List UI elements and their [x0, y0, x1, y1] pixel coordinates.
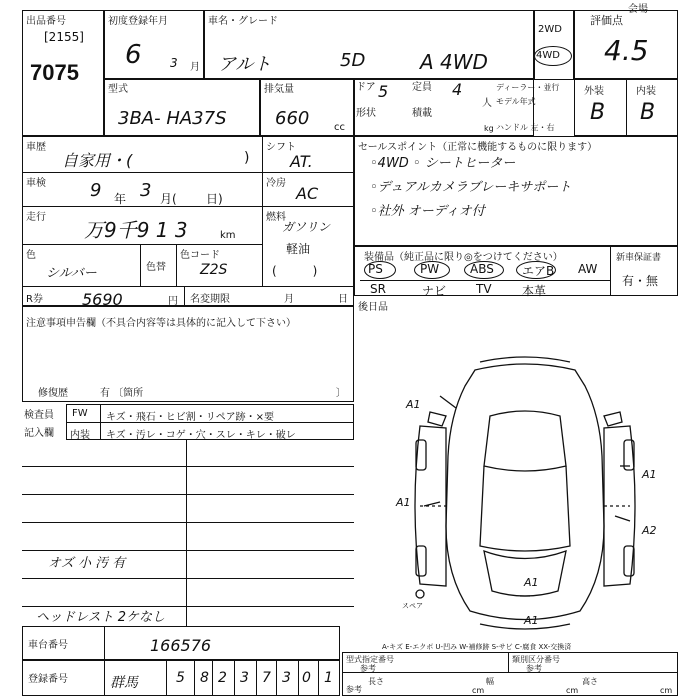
type-class-label: 類別区分番号 — [512, 655, 560, 664]
doors: 5 — [378, 82, 389, 101]
inspector-note-2: ヘッドレスト 2ケなし — [36, 610, 166, 625]
equip-sr: SR — [370, 282, 386, 296]
r-label: R券 — [26, 294, 43, 305]
warranty-label: 新車保証書 — [616, 253, 662, 263]
reg-divider — [104, 660, 105, 696]
history-paren-close: ) — [244, 150, 250, 166]
reg-label: 登録番号 — [28, 674, 68, 685]
doors-grade: 5D — [340, 50, 366, 71]
name-grade-label: 車名・グレード — [208, 16, 278, 27]
reg-digit: 8 — [200, 670, 209, 686]
equipment-label: 装備品（純正品に限り◎をつけてください） — [364, 252, 563, 263]
damage-mark: A1 — [524, 576, 539, 589]
equip-abs-circle — [464, 261, 504, 279]
length-cm: cm — [472, 686, 485, 695]
history-line-3 — [22, 244, 262, 245]
lot-number: 7075 — [30, 60, 79, 85]
day-unit: 日) — [206, 192, 223, 206]
damage-mark: A1 — [396, 496, 411, 509]
model-year-label: モデル年式 — [496, 97, 536, 106]
sales-point-1: ◦4WD ◦ シートヒーター — [370, 156, 516, 171]
reg-cell-divider — [276, 660, 277, 696]
dealer-label: ディーラー・並行 — [496, 83, 560, 92]
inspection-year: 9 — [90, 180, 102, 201]
model-label: 型式 — [108, 84, 128, 95]
fw-text: キズ・飛石・ヒビ割・リペア跡・×要 — [106, 412, 274, 423]
width-label: 幅 — [486, 677, 494, 686]
damage-mark: A2 — [642, 524, 657, 537]
equip-ps-circle — [364, 261, 396, 279]
ac-label: 冷房 — [266, 178, 286, 189]
drive-2wd: 2WD — [538, 24, 562, 35]
shift: AT. — [290, 152, 313, 171]
equip-airbag: エアB — [522, 264, 555, 278]
interior-grade: B — [640, 100, 656, 125]
reg-digit: 1 — [324, 670, 333, 686]
color-code: Z2S — [200, 262, 228, 278]
ruled-line — [22, 466, 354, 467]
exterior-grade: B — [590, 100, 606, 125]
rear-seat-label: 後日品 — [358, 302, 388, 313]
chassis-divider — [104, 626, 105, 660]
color-divider — [140, 244, 141, 286]
damage-mark: A1 — [406, 398, 421, 411]
ext-int-divider — [626, 78, 627, 136]
height-cm: cm — [660, 686, 673, 695]
inspector-note-1: オズ 小 汚 有 — [48, 556, 126, 571]
equip-row-line — [360, 280, 610, 281]
color-change-label: 色替 — [146, 262, 166, 273]
length-label: 長さ — [368, 677, 384, 686]
repair-label: 修復歴 — [38, 388, 68, 399]
reg-digit: 7 — [262, 670, 271, 686]
reg-place: 群馬 — [110, 675, 138, 691]
inspection-label: 車検 — [26, 178, 46, 189]
spare-label: スペア — [402, 602, 423, 610]
reg-cell-divider — [194, 660, 195, 696]
exterior-label: 外装 — [584, 86, 604, 97]
month-unit-2: 月( — [160, 192, 177, 206]
equip-navi: ナビ — [422, 284, 447, 298]
equip-pw-circle — [414, 261, 450, 279]
history-line-2 — [22, 206, 354, 207]
car-damage-diagram — [380, 356, 670, 636]
inspector-divider — [100, 404, 101, 440]
fw-label: FW — [72, 408, 88, 419]
chassis-label: 車台番号 — [28, 640, 68, 651]
reg-cell-divider — [212, 660, 213, 696]
color-divider-2 — [176, 244, 177, 286]
type-approval-ref: 参考 — [360, 664, 376, 673]
reg-digit: 2 — [218, 670, 227, 686]
fuel-label: 燃料 — [266, 212, 286, 223]
spec-mid-line — [342, 672, 678, 673]
first-reg-month: 3 — [170, 56, 178, 70]
history-line-1 — [22, 172, 354, 173]
car-name: アルト — [218, 54, 272, 75]
color: シルバー — [46, 266, 97, 281]
reg-cell-divider — [166, 660, 167, 696]
type-approval-label: 型式指定番号 — [346, 655, 394, 664]
interior-label: 内装 — [636, 86, 656, 97]
damage-mark: A1 — [642, 468, 657, 481]
type-class-ref: 参考 — [526, 664, 542, 673]
score-label: 評価点 — [590, 14, 623, 27]
history-label: 車歴 — [26, 142, 46, 153]
reg-cell-divider — [318, 660, 319, 696]
reg-digit: 3 — [282, 670, 291, 686]
inspection-month: 3 — [140, 180, 152, 201]
first-reg-label: 初度登録年月 — [108, 16, 168, 27]
ruled-line — [22, 522, 354, 523]
capacity-label: 定員 — [412, 82, 432, 93]
equip-aw: AW — [578, 262, 598, 276]
r-value: 5690 — [82, 290, 123, 309]
ruled-vertical — [186, 440, 187, 626]
lot-code: [2155] — [44, 30, 84, 44]
equip-leather: 本革 — [522, 284, 547, 298]
color-code-label: 色コード — [180, 250, 220, 261]
model: 3BA- HA37S — [118, 108, 227, 129]
damage-mark: A1 — [524, 614, 539, 627]
equip-abs: ABS — [470, 262, 494, 276]
equip-ps: PS — [368, 262, 383, 276]
sales-points-label: セールスポイント（正常に機能するものに限ります） — [358, 142, 598, 153]
interior-insp-label: 内装 — [70, 430, 90, 441]
venue-mark: 会場 — [628, 4, 648, 15]
notes-label: 注意事項申告欄（不具合内容等は具体的に記入して下さい） — [26, 318, 296, 329]
history-line-4 — [22, 286, 354, 287]
spec-divider — [508, 652, 509, 672]
interior-insp-text: キズ・汚レ・コゲ・穴・スレ・キレ・破レ — [106, 430, 296, 441]
mileage: 万9千9 1 3 — [84, 218, 188, 242]
km-unit: km — [220, 230, 236, 241]
drive-4wd-circle — [534, 46, 572, 66]
equipment-warranty-divider — [610, 246, 611, 296]
ruled-line — [22, 494, 354, 495]
equip-tv: TV — [476, 282, 492, 296]
title-change-label: 名変期限 — [190, 294, 230, 305]
handle-label: ハンドル 左・右 — [496, 123, 555, 132]
color-label: 色 — [26, 250, 36, 261]
reg-cell-divider — [234, 660, 235, 696]
load-label: 積載 — [412, 108, 432, 119]
r-divider — [184, 286, 185, 306]
fuel-diesel: 軽油 — [286, 242, 311, 256]
year-unit: 年 — [114, 192, 127, 206]
displacement: 660 — [275, 108, 310, 129]
repair-value: 有 〔箇所 — [100, 388, 144, 399]
capacity: 4 — [452, 80, 463, 99]
inspector-label-1: 検査員 — [24, 410, 54, 421]
fuel-gasoline: ガソリン — [282, 220, 331, 234]
score: 4.5 — [604, 34, 649, 67]
ruled-line — [22, 578, 354, 579]
history-value: 自家用・( — [62, 151, 133, 170]
grade: A 4WD — [420, 50, 488, 74]
chassis-number: 166576 — [150, 636, 212, 655]
warranty-value: 有・無 — [622, 274, 659, 288]
sales-point-3: ◦社外 オーディオ付 — [370, 204, 485, 219]
title-day: 日 — [338, 294, 348, 305]
damage-legend: A-キズ E-エクボ U-凹み W-補修跡 S-サビ C-腐食 XX-交換済 — [382, 643, 572, 651]
drive-box — [534, 10, 574, 80]
reg-cell-divider — [256, 660, 257, 696]
drive-4wd: 4WD — [536, 50, 560, 61]
ac: AC — [296, 184, 319, 203]
fuel-paren: ( ) — [272, 264, 318, 278]
yen-unit: 円 — [168, 296, 178, 307]
reg-cell-divider — [298, 660, 299, 696]
cc-unit: cc — [334, 122, 345, 133]
door-label: ドア — [356, 82, 376, 93]
ruled-line — [22, 550, 354, 551]
displacement-label: 排気量 — [264, 84, 294, 95]
repair-close: 〕 — [336, 388, 346, 399]
kg-unit: kg — [484, 124, 494, 133]
reg-digit: 3 — [240, 670, 249, 686]
title-month: 月 — [284, 294, 294, 305]
equip-airbag-circle — [516, 261, 556, 279]
height-label: 高さ — [582, 677, 598, 686]
reg-digit: 5 — [176, 670, 185, 686]
first-reg-year: 6 — [125, 40, 142, 70]
shift-label: シフト — [266, 142, 296, 153]
spec-ref-label: 参考 — [346, 685, 362, 694]
shape-label: 形状 — [356, 108, 376, 119]
width-cm: cm — [566, 686, 579, 695]
equip-pw: PW — [420, 262, 440, 276]
history-divider — [262, 136, 263, 286]
reg-digit: 0 — [302, 670, 311, 686]
lot-label: 出品番号 — [26, 16, 66, 27]
persons-unit: 人 — [482, 98, 492, 109]
inspector-label-2: 記入欄 — [24, 428, 54, 439]
month-unit: 月 — [190, 62, 200, 73]
sales-point-2: ◦デュアルカメラブレーキサポート — [370, 180, 572, 195]
mileage-label: 走行 — [26, 212, 46, 223]
